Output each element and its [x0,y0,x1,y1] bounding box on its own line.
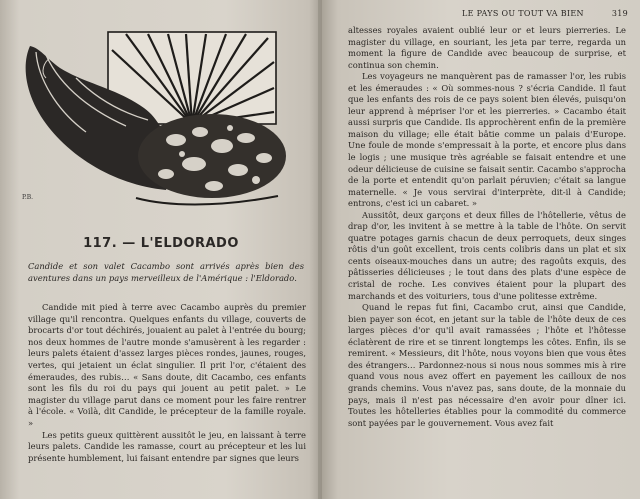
illustration-signature: P.B. [22,194,34,201]
chapter-title: 117. — L'ELDORADO [83,236,239,251]
left-body-text [28,302,306,464]
paragraph: Les petits gueux quittèrent aussitôt le jeu, en laissant à terre leurs palets. Candide les ramasse, court au précepteur et les lui présente humblement, lui faisant entendre par signes que leurs [28,429,306,463]
right-page [322,0,640,499]
running-title: LE PAYS OU TOUT VA BIEN [462,9,584,18]
right-body-text [348,25,626,429]
paragraph: Candide mit pied à terre avec Cacambo auprès du premier village qu'il rencontra. Quelques enfants du village, couverts de brocarts d'or tout déchirés, jouaient au palet à l'entrée du bourg; nos deux hommes de l'autre monde s'amusèrent à les regarder : leurs palets étaient d'assez larges pièces rondes, jaunes, rouges, vertes, qui jetaient un éclat singulier. Il prit l'or, c'étaient des émeraudes, des rubis… « Sans doute, dit Cacambo, ces enfants sont les fils du roi du pays qui jouent au petit palet. » Le magister du village parut dans ce moment pour les faire rentrer à l'école. « Voilà, dit Candide, le précepteur de la famille royale. » [28,302,306,428]
paragraph: altesses royales avaient oublié leur or et leurs pierreries. Le magister du village, en souriant, les jeta par terre, regarda un moment la figure de Candide avec beaucoup de surprise, et continua son chemin. [348,25,626,70]
chapter-summary: Candide et son valet Cacambo sont arrivés après bien des aventures dans un pays merveilleux de l'Amérique : l'Eldorado. [28,261,304,283]
paragraph: Les voyageurs ne manquèrent pas de ramasser l'or, les rubis et les émeraudes : « Où sommes-nous ? s'écria Candide. Il faut que les enfants des rois de ce pays soient bien élevés, puisqu'on leur apprend à mépriser l'or et les pierreries. » Cacambo était aussi surpris que Candide. Ils approchèrent enfin de la première maison du village; elle était bâtie comme un palais d'Europe. Une foule de monde s'empressait à la porte, et encore plus dans le logis ; une musique très agréable se faisait entendre et une odeur délicieuse de cuisine se faisait sentir. Cacambo s'approcha de la porte et entendit qu'on parlait péruvien; c'était sa langue maternelle. « Je vous servirai d'interprète, dit-il à Candide; entrons, c'est ici un cabaret. » [348,71,626,209]
paragraph: Aussitôt, deux garçons et deux filles de l'hôtellerie, vêtus de drap d'or, les invitent à se mettre à la table de l'hôte. On servit quatre potages garnis chacun de deux perroquets, deux singes rôtis d'un goût excellent, trois cents colibris dans un plat et six cents oiseaux-mouches dans un autre; des ragoûts exquis, des pâtisseries délicieuses ; le tout dans des plats d'une espèce de cristal de roche. Les convives étaient pour la plupart des marchands et des voituriers, tous d'une politesse extrême. [348,209,626,301]
cornucopia-sunburst-illustration [16,28,288,216]
paragraph: Quand le repas fut fini, Cacambo crut, ainsi que Candide, bien payer son écot, en jetant sur la table de l'hôte deux de ces larges pièces d'or qu'il avait ramassées ; l'hôte et l'hôtesse éclatèrent de rire et se tinrent longtemps les côtes. Enfin, ils se remirent. « Messieurs, dit l'hôte, nous voyons bien que vous êtes des étrangers… Pardonnez-nous si nous nous sommes mis à rire quand vous nous avez offert en payement les cailloux de nos grands chemins. Vous n'avez pas, sans doute, de la monnaie du pays, mais il n'est pas nécessaire d'en avoir pour dîner ici. Toutes les hôtelleries établies pour la commodité du commerce sont payées par le gouvernement. Vous avez fait [348,302,626,428]
page-number: 319 [611,9,628,18]
